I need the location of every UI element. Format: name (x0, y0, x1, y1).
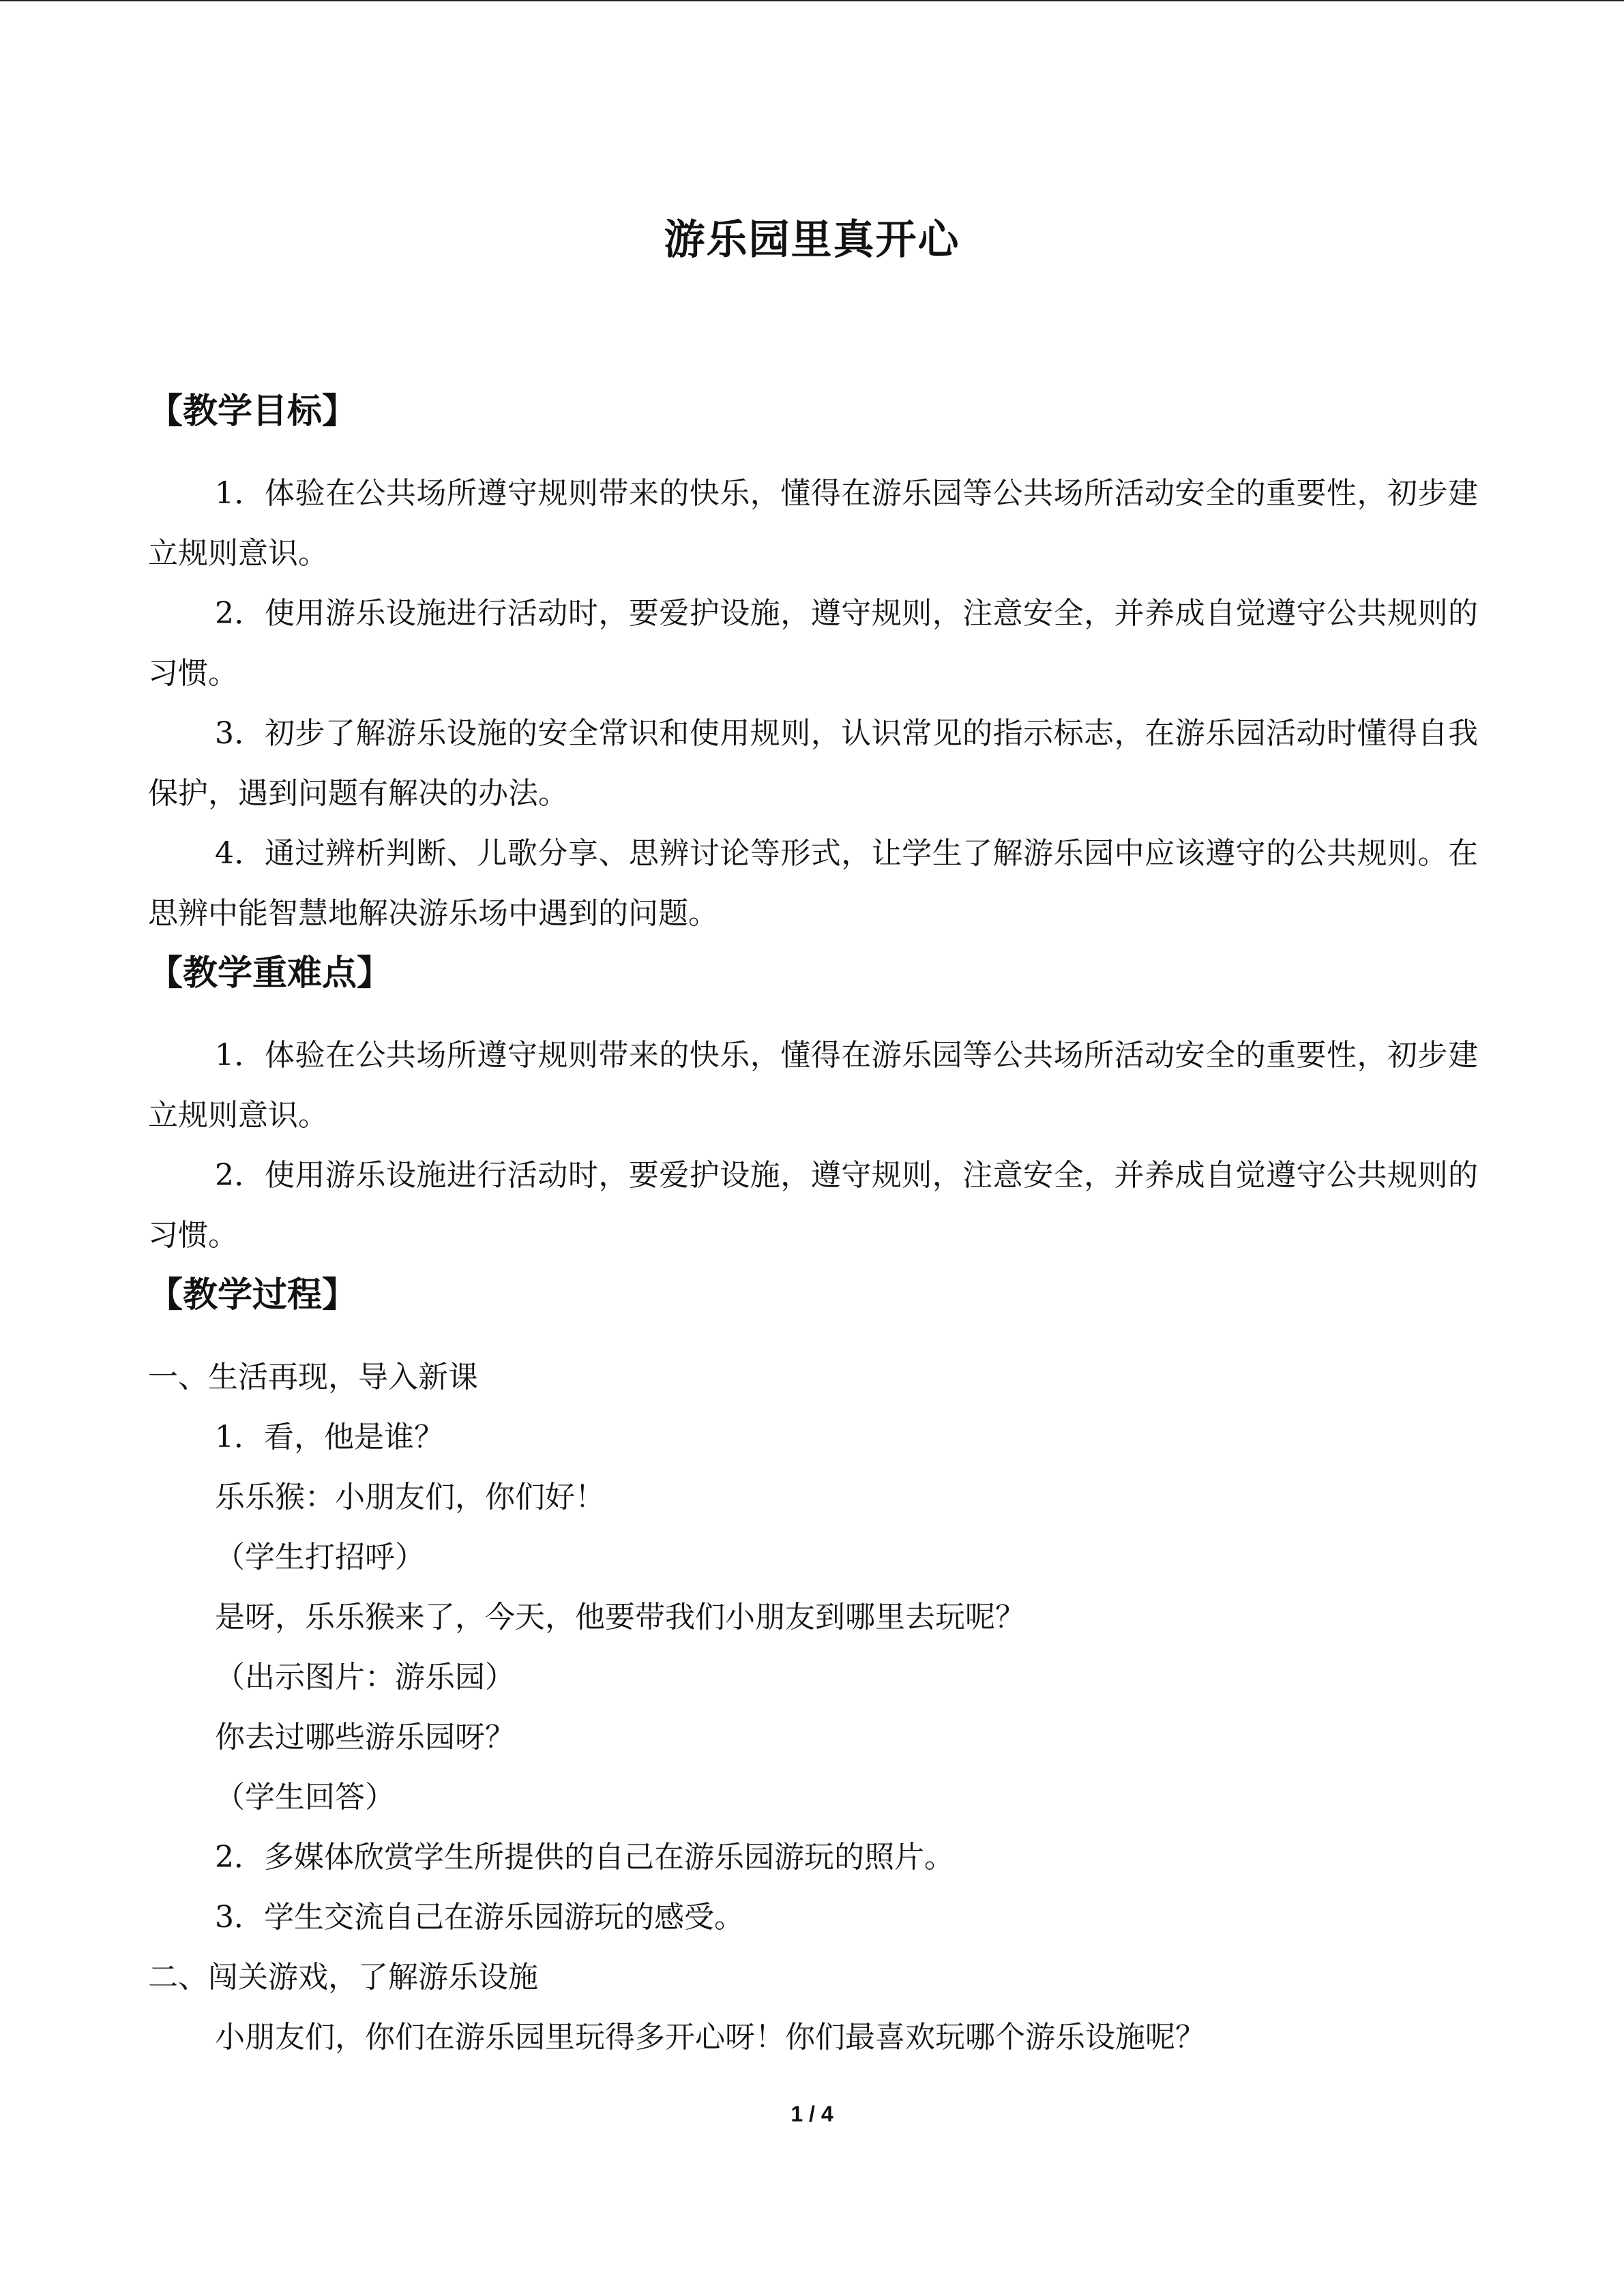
process-line: （出示图片：游乐园） (215, 1660, 515, 1695)
process-line: 1．看，他是谁？ (215, 1420, 444, 1455)
document-body (148, 382, 1478, 2068)
process-part2-heading: 二、闯关游戏，了解游乐设施 (148, 1960, 538, 1995)
objective-item: 4．通过辨析判断、儿歌分享、思辨讨论等形式，让学生了解游乐园中应该遵守的公共规则。在思辨中能智慧地解决游乐场中遇到的问题。 (148, 836, 1478, 931)
section-heading-objectives: 【教学目标】 (148, 391, 357, 432)
page-number: 1 / 4 (791, 2102, 833, 2126)
process-line: （学生打招呼） (215, 1540, 425, 1575)
process-line: 是呀，乐乐猴来了，今天，他要带我们小朋友到哪里去玩呢？ (215, 1600, 1025, 1635)
document-title: 游乐园里真开心 (664, 216, 960, 264)
page-top-border (0, 0, 1624, 1)
section-heading-process: 【教学过程】 (148, 1275, 357, 1315)
process-line: 你去过哪些游乐园呀？ (215, 1720, 515, 1755)
process-part1-heading: 一、生活再现，导入新课 (148, 1360, 478, 1395)
process-line: 3．学生交流自己在游乐园游玩的感受。 (215, 1900, 744, 1935)
process-line: 2．多媒体欣赏学生所提供的自己在游乐园游玩的照片。 (215, 1840, 954, 1875)
process-line: 小朋友们，你们在游乐园里玩得多开心呀！你们最喜欢玩哪个游乐设施呢？ (215, 2020, 1205, 2055)
objective-item: 2．使用游乐设施进行活动时，要爱护设施，遵守规则，注意安全，并养成自觉遵守公共规则的习惯。 (148, 596, 1478, 691)
process-line: 乐乐猴：小朋友们，你们好！ (215, 1480, 605, 1515)
process-line: （学生回答） (215, 1780, 395, 1815)
key-point-item: 2．使用游乐设施进行活动时，要爱护设施，遵守规则，注意安全，并养成自觉遵守公共规则的习惯。 (148, 1158, 1478, 1253)
objective-item: 3．初步了解游乐设施的安全常识和使用规则，认识常见的指示标志，在游乐园活动时懂得自我保护，遇到问题有解决的办法。 (148, 716, 1478, 811)
objective-item: 1．体验在公共场所遵守规则带来的快乐，懂得在游乐园等公共场所活动安全的重要性，初步建立规则意识。 (148, 476, 1478, 571)
section-heading-key-points: 【教学重难点】 (148, 953, 392, 994)
key-point-item: 1．体验在公共场所遵守规则带来的快乐，懂得在游乐园等公共场所活动安全的重要性，初步建立规则意识。 (148, 1038, 1478, 1133)
